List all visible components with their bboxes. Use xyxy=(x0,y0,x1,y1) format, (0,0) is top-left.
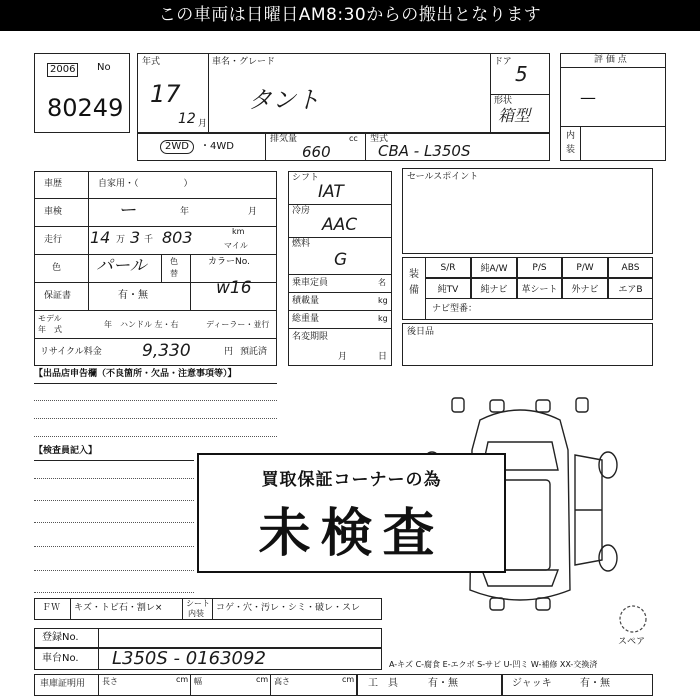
weight-label: 総重量 xyxy=(292,314,320,324)
door-label: ドア xyxy=(494,57,512,67)
equip-pure-aw: 純A/W xyxy=(471,257,517,278)
displacement-value: 660 xyxy=(302,143,331,161)
lot-year-tag: 2006 xyxy=(47,63,78,77)
lot-no-label: No xyxy=(97,62,111,73)
drive-4wd: ・4WD xyxy=(200,141,234,152)
displacement-label: 排気量 xyxy=(270,134,298,144)
drive-2wd: 2WD xyxy=(160,140,194,154)
color-no-label: カラーNo. xyxy=(208,257,250,267)
inspection-year-unit: 年 xyxy=(180,207,190,217)
shift-value: IAT xyxy=(318,182,344,202)
fuel-value: G xyxy=(334,250,348,270)
equipment-label-2: 備 xyxy=(409,285,419,296)
equip-pure-tv: 純TV xyxy=(425,278,471,299)
stamp-uninspected: 未検査 xyxy=(258,504,445,564)
color-value: パール xyxy=(96,256,147,276)
grade-value: — xyxy=(580,88,596,107)
model-year-label-1: モデル xyxy=(38,314,62,323)
drive-row xyxy=(137,133,550,161)
recycle-label: リサイクル料金 xyxy=(40,347,102,357)
cert-height-unit: cm xyxy=(342,675,355,684)
color-label: 色 xyxy=(52,263,62,273)
garage-cert-label: 車庫証明用 xyxy=(40,679,86,689)
cert-length-unit: cm xyxy=(176,675,189,684)
mileage-unit-mile: マイル xyxy=(224,241,248,250)
equip-pw: P/W xyxy=(562,257,608,278)
dealer-option: ディーラー・並行 xyxy=(206,320,270,329)
chassis-label: 車台No. xyxy=(42,653,79,664)
history-label: 車歴 xyxy=(44,179,63,189)
handle-option: ハンドル 左・右 xyxy=(120,320,179,329)
warranty-label: 保証書 xyxy=(44,291,72,301)
equip-abs: ABS xyxy=(608,257,653,278)
fw-label: ＦＷ xyxy=(42,603,61,613)
interior-label-1: 内 xyxy=(566,131,576,141)
capacity-label: 乗車定員 xyxy=(292,278,329,288)
equip-leather: 革シート xyxy=(517,278,562,299)
mileage-man-unit: 万 xyxy=(116,235,126,245)
weight-unit: kg xyxy=(378,314,388,323)
registration-label: 登録No. xyxy=(42,632,79,643)
tools-value: 有・無 xyxy=(428,678,458,689)
jack-label: ジャッキ xyxy=(512,678,552,689)
seat-label-2: 内装 xyxy=(188,609,204,618)
model-year-unit: 年 xyxy=(104,320,112,329)
damage-legend: A-キズ C-腐食 E-エクボ S-サビ U-凹ミ W-補修 XX-交換済 xyxy=(389,660,598,669)
registration-row xyxy=(34,628,382,648)
door-value: 5 xyxy=(515,62,528,86)
equip-ps: P/S xyxy=(517,257,562,278)
cert-length-label: 長さ xyxy=(102,677,118,686)
displacement-unit: cc xyxy=(349,134,358,143)
lot-box xyxy=(34,53,130,133)
seat-items: コゲ・穴・汚レ・シミ・破レ・スレ xyxy=(216,603,361,613)
model-label: 型式 xyxy=(370,134,389,144)
stamp-box xyxy=(197,453,506,573)
name-label: 車名・グレード xyxy=(212,57,276,67)
recycle-value: 9,330 xyxy=(142,341,191,361)
equip-pure-navi: 純ナビ xyxy=(471,278,517,299)
color-no-value: w16 xyxy=(216,278,252,298)
inspection-month-unit: 月 xyxy=(248,207,258,217)
aircon-label: 冷房 xyxy=(292,206,311,216)
mileage-label: 走行 xyxy=(44,235,63,245)
capacity-unit: 名 xyxy=(378,278,386,287)
inspector-label: 【検査員記入】 xyxy=(34,446,98,456)
jack-value: 有・無 xyxy=(580,678,610,689)
name-change-label: 名変期限 xyxy=(292,332,329,342)
color-sub-label-2: 替 xyxy=(170,269,178,278)
name-value: タント xyxy=(248,86,320,114)
model-year-label-2: 年 式 xyxy=(38,325,62,334)
name-change-month: 月 xyxy=(338,352,348,362)
equip-airbag: エアB xyxy=(608,278,653,299)
shift-label: シフト xyxy=(292,173,320,183)
seller-notes-label: 【出品店申告欄（不良箇所・欠品・注意事項等）】 xyxy=(34,369,237,379)
color-sub-label-1: 色 xyxy=(170,257,178,266)
mileage-rest: 803 xyxy=(162,228,193,247)
inspection-value: ー xyxy=(118,200,136,221)
fuel-label: 燃料 xyxy=(292,239,311,249)
equipment-label-1: 装 xyxy=(409,269,419,280)
mileage-man: 14 xyxy=(90,228,111,247)
seat-label-1: シート xyxy=(186,599,210,608)
mileage-sen: 3 xyxy=(130,228,141,247)
cert-width-unit: cm xyxy=(256,675,269,684)
equip-sr: S/R xyxy=(425,257,471,278)
cert-width-label: 幅 xyxy=(194,677,202,686)
recycle-status: 預託済 xyxy=(240,347,268,357)
model-value: CBA - L350S xyxy=(378,142,471,160)
grade-box xyxy=(560,53,666,161)
mileage-sen-unit: 千 xyxy=(144,235,154,245)
year-month-unit: 月 xyxy=(198,119,208,129)
vehicle-info-block xyxy=(34,171,277,366)
later-items-label: 後日品 xyxy=(407,327,435,337)
shape-label: 形状 xyxy=(494,96,513,106)
header-banner: この車両は日曜日AM8:30からの搬出となります xyxy=(0,0,700,31)
warranty-value: 有・無 xyxy=(118,290,148,301)
stamp-title: 買取保証コーナーの為 xyxy=(261,470,442,490)
year-label: 年式 xyxy=(142,57,161,67)
recycle-unit: 円 xyxy=(224,347,234,357)
chassis-value: L350S - 0163092 xyxy=(112,648,266,669)
spare-label: スペア xyxy=(618,637,646,647)
interior-label-2: 装 xyxy=(566,145,576,155)
year-month: 12 xyxy=(178,111,196,127)
inspection-label: 車検 xyxy=(44,207,63,217)
lot-number: 80249 xyxy=(47,94,124,122)
sales-point-box xyxy=(402,168,653,254)
shape-value: 箱型 xyxy=(498,106,531,125)
equip-ext-navi: 外ナビ xyxy=(562,278,608,299)
name-change-day: 日 xyxy=(378,352,388,362)
tools-label: 工 具 xyxy=(368,678,398,689)
mileage-unit-km: km xyxy=(232,227,245,236)
navi-model-label: ナビ型番： xyxy=(432,304,478,314)
load-unit: kg xyxy=(378,296,388,305)
spare-tire-icon xyxy=(617,603,649,635)
cert-height-label: 高さ xyxy=(274,677,290,686)
sales-point-label: セールスポイント xyxy=(407,172,479,182)
later-items-box xyxy=(402,323,653,366)
year-value: 17 xyxy=(150,80,181,108)
fw-items: キズ・トビ石・割レ× xyxy=(74,603,163,613)
grade-label: 評 価 点 xyxy=(594,55,627,65)
load-label: 積載量 xyxy=(292,296,320,306)
aircon-value: AAC xyxy=(322,215,358,235)
history-value: 自家用・（ ） xyxy=(98,179,193,189)
